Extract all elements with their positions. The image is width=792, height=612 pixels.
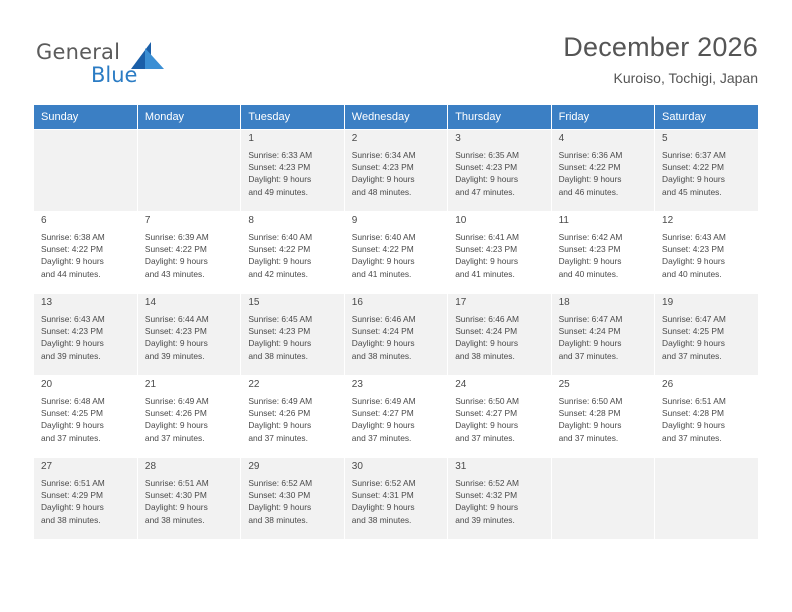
day-number: 5 [662, 133, 668, 144]
day-info-line: and 40 minutes. [662, 268, 722, 279]
calendar-day-cell[interactable] [344, 294, 447, 376]
day-info-line: Daylight: 9 hours [248, 338, 312, 349]
day-info-line: Sunrise: 6:43 AM [662, 232, 726, 242]
day-info-line: and 38 minutes. [351, 514, 412, 525]
day-info-line: Sunset: 4:28 PM [662, 408, 724, 419]
day-info-line: Sunset: 4:23 PM [248, 162, 311, 173]
day-info-line: Daylight: 9 hours [144, 420, 208, 431]
day-number: 14 [144, 297, 157, 308]
calendar-day-cell[interactable] [551, 376, 654, 458]
day-info-line: Sunset: 4:32 PM [455, 490, 518, 501]
day-info-line: Sunrise: 6:46 AM [351, 314, 416, 324]
day-info-line: Sunset: 4:27 PM [351, 408, 414, 419]
day-number: 16 [351, 297, 363, 308]
day-info-line: Sunrise: 6:51 AM [144, 478, 209, 488]
day-info-line: Sunrise: 6:49 AM [248, 396, 313, 406]
calendar-day-cell[interactable] [551, 212, 654, 294]
day-info-line: Sunrise: 6:37 AM [662, 150, 726, 160]
day-info-line: and 38 minutes. [248, 350, 308, 361]
day-info-line: and 37 minutes. [455, 432, 515, 443]
day-info-line: Daylight: 9 hours [455, 502, 519, 513]
day-info-line: Sunrise: 6:35 AM [455, 150, 519, 160]
day-info-line: Daylight: 9 hours [144, 338, 208, 349]
day-info-line: Daylight: 9 hours [248, 420, 312, 431]
day-info-line: Sunrise: 6:47 AM [558, 314, 623, 324]
calendar-day-cell[interactable] [448, 212, 551, 294]
day-number: 13 [41, 297, 53, 308]
day-info-line: and 40 minutes. [558, 268, 619, 279]
day-info-line: Sunset: 4:23 PM [248, 326, 311, 337]
day-number: 2 [351, 133, 358, 144]
day-number: 8 [248, 215, 254, 226]
day-number: 18 [558, 297, 570, 308]
calendar-day-cell[interactable] [137, 294, 240, 376]
day-info-line: Daylight: 9 hours [558, 420, 622, 431]
day-number: 15 [248, 297, 260, 308]
day-info-line: and 37 minutes. [351, 432, 412, 443]
day-info-line: Sunrise: 6:44 AM [144, 314, 209, 324]
day-info-line: Daylight: 9 hours [41, 338, 104, 349]
day-info-line: and 41 minutes. [455, 268, 515, 279]
day-number: 22 [248, 379, 260, 390]
day-info-line: Sunset: 4:22 PM [41, 244, 103, 255]
calendar-day-cell[interactable] [241, 212, 344, 294]
calendar-day-cell[interactable] [655, 294, 758, 376]
day-info-line: and 38 minutes. [144, 514, 205, 525]
day-number: 26 [662, 379, 674, 390]
day-info-line: Sunset: 4:23 PM [455, 162, 518, 173]
day-number: 4 [558, 133, 565, 144]
day-number: 19 [662, 297, 674, 308]
page-subtitle-location: Kuroiso, Tochigi, Japan [613, 70, 758, 86]
day-info-line: Sunrise: 6:40 AM [248, 232, 313, 242]
day-info-line: Daylight: 9 hours [455, 174, 519, 185]
day-info-line: and 38 minutes. [351, 350, 412, 361]
day-number: 20 [41, 379, 53, 390]
calendar-day-cell[interactable] [344, 130, 447, 212]
day-number: 21 [144, 379, 157, 390]
calendar-day-cell[interactable] [655, 212, 758, 294]
day-number: 7 [144, 215, 151, 226]
weekday-header-tuesday: Tuesday [241, 105, 344, 130]
weekday-header-sunday: Sunday [34, 105, 137, 130]
calendar-day-cell[interactable] [655, 130, 758, 212]
day-info-line: Sunrise: 6:47 AM [662, 314, 726, 324]
day-info-line: Daylight: 9 hours [455, 256, 519, 267]
day-number: 24 [455, 379, 467, 390]
day-info-line: Sunrise: 6:50 AM [558, 396, 623, 406]
day-info-line: Daylight: 9 hours [351, 338, 415, 349]
day-info-line: Sunset: 4:23 PM [455, 244, 518, 255]
calendar-cell-empty [655, 458, 758, 540]
day-info-line: Daylight: 9 hours [662, 256, 725, 267]
day-info-line: Daylight: 9 hours [351, 174, 415, 185]
day-info-line: Sunrise: 6:51 AM [662, 396, 726, 406]
day-info-line: Sunset: 4:30 PM [248, 490, 311, 501]
day-info-line: Sunrise: 6:39 AM [144, 232, 209, 242]
day-number: 29 [248, 461, 260, 472]
calendar-day-cell[interactable] [241, 294, 344, 376]
day-number: 27 [41, 461, 53, 472]
day-info-line: Sunrise: 6:42 AM [558, 232, 623, 242]
day-info-line: Sunrise: 6:52 AM [248, 478, 313, 488]
day-number: 11 [558, 215, 569, 226]
day-info-line: and 39 minutes. [144, 350, 205, 361]
weekday-header-thursday: Thursday [448, 105, 551, 130]
day-info-line: Sunset: 4:27 PM [455, 408, 518, 419]
day-info-line: Daylight: 9 hours [558, 174, 622, 185]
calendar-cell-empty [551, 458, 654, 540]
page-title: December 2026 [563, 32, 758, 62]
day-info-line: Sunrise: 6:38 AM [41, 232, 105, 242]
day-info-line: Sunset: 4:22 PM [351, 244, 414, 255]
day-info-line: and 48 minutes. [351, 186, 412, 197]
day-info-line: and 37 minutes. [248, 432, 308, 443]
day-info-line: and 37 minutes. [558, 350, 619, 361]
day-info-line: Sunset: 4:24 PM [558, 326, 621, 337]
day-info-line: Sunset: 4:28 PM [558, 408, 621, 419]
day-info-line: and 39 minutes. [455, 514, 515, 525]
day-info-line: Daylight: 9 hours [351, 256, 415, 267]
day-info-line: Sunrise: 6:52 AM [351, 478, 416, 488]
calendar-day-cell[interactable] [34, 458, 137, 540]
day-info-line: and 39 minutes. [41, 350, 101, 361]
day-info-line: Sunset: 4:24 PM [455, 326, 518, 337]
weekday-header-row [34, 105, 758, 130]
day-info-line: Sunrise: 6:49 AM [144, 396, 209, 406]
day-info-line: Daylight: 9 hours [558, 338, 622, 349]
day-info-line: and 47 minutes. [455, 186, 515, 197]
day-info-line: and 37 minutes. [662, 350, 722, 361]
day-info-line: and 38 minutes. [455, 350, 515, 361]
calendar-day-cell[interactable] [137, 212, 240, 294]
weekday-header-wednesday: Wednesday [344, 105, 447, 130]
calendar-day-cell[interactable] [448, 458, 551, 540]
day-info-line: Sunset: 4:23 PM [144, 326, 207, 337]
sunrise-sunset-calendar [34, 105, 758, 540]
day-info-line: Sunset: 4:22 PM [144, 244, 207, 255]
day-info-line: Daylight: 9 hours [248, 502, 312, 513]
day-info-line: Sunset: 4:22 PM [558, 162, 621, 173]
calendar-day-cell[interactable] [241, 458, 344, 540]
day-info-line: Daylight: 9 hours [558, 256, 622, 267]
day-info-line: Daylight: 9 hours [662, 420, 725, 431]
day-info-line: Sunrise: 6:34 AM [351, 150, 416, 160]
day-info-line: Sunrise: 6:48 AM [41, 396, 105, 406]
calendar-day-cell[interactable] [137, 376, 240, 458]
day-info-line: Sunset: 4:31 PM [351, 490, 414, 501]
calendar-body [34, 130, 758, 540]
calendar-day-cell[interactable] [241, 376, 344, 458]
day-info-line: and 49 minutes. [248, 186, 308, 197]
day-info-line: Sunset: 4:26 PM [144, 408, 207, 419]
day-info-line: Sunrise: 6:49 AM [351, 396, 416, 406]
day-info-line: and 38 minutes. [41, 514, 101, 525]
calendar-day-cell[interactable] [34, 212, 137, 294]
day-info-line: and 37 minutes. [558, 432, 619, 443]
day-number: 30 [351, 461, 363, 472]
day-info-line: Daylight: 9 hours [144, 502, 208, 513]
calendar-week-row [34, 130, 758, 212]
day-info-line: Sunrise: 6:45 AM [248, 314, 313, 324]
day-number: 1 [248, 133, 254, 144]
calendar-day-cell[interactable] [344, 458, 447, 540]
calendar-week-row [34, 212, 758, 294]
calendar-day-cell[interactable] [655, 376, 758, 458]
day-info-line: Sunset: 4:29 PM [41, 490, 103, 501]
day-info-line: Sunrise: 6:51 AM [41, 478, 105, 488]
calendar-day-cell[interactable] [344, 376, 447, 458]
day-info-line: and 38 minutes. [248, 514, 308, 525]
day-info-line: and 45 minutes. [662, 186, 722, 197]
weekday-header-saturday: Saturday [655, 105, 758, 130]
day-info-line: Sunset: 4:23 PM [558, 244, 621, 255]
day-info-line: and 44 minutes. [41, 268, 101, 279]
calendar-day-cell[interactable] [448, 294, 551, 376]
day-number: 9 [351, 215, 358, 226]
calendar-day-cell[interactable] [137, 458, 240, 540]
calendar-day-cell[interactable] [34, 294, 137, 376]
day-info-line: Daylight: 9 hours [248, 174, 312, 185]
weekday-header-friday: Friday [551, 105, 654, 130]
calendar-cell-empty [34, 130, 137, 212]
day-info-line: Daylight: 9 hours [144, 256, 208, 267]
calendar-week-row [34, 458, 758, 540]
day-info-line: Daylight: 9 hours [455, 338, 519, 349]
calendar-day-cell[interactable] [344, 212, 447, 294]
day-info-line: Sunrise: 6:33 AM [248, 150, 313, 160]
day-info-line: and 37 minutes. [144, 432, 205, 443]
day-number: 3 [455, 133, 461, 144]
day-info-line: Daylight: 9 hours [351, 502, 415, 513]
day-info-line: Daylight: 9 hours [351, 420, 415, 431]
calendar-week-row [34, 376, 758, 458]
day-info-line: Sunrise: 6:52 AM [455, 478, 519, 488]
day-info-line: Daylight: 9 hours [662, 174, 725, 185]
day-info-line: Sunset: 4:26 PM [248, 408, 311, 419]
day-info-line: Daylight: 9 hours [41, 420, 104, 431]
day-info-line: Sunset: 4:25 PM [662, 326, 724, 337]
day-info-line: Sunset: 4:23 PM [662, 244, 724, 255]
day-info-line: Sunset: 4:23 PM [41, 326, 103, 337]
day-info-line: Sunset: 4:24 PM [351, 326, 414, 337]
day-info-line: and 41 minutes. [351, 268, 412, 279]
day-number: 10 [455, 215, 467, 226]
day-info-line: and 37 minutes. [41, 432, 101, 443]
day-info-line: Sunset: 4:22 PM [662, 162, 724, 173]
day-info-line: Sunset: 4:22 PM [248, 244, 311, 255]
day-number: 17 [455, 297, 467, 308]
day-info-line: Sunset: 4:25 PM [41, 408, 103, 419]
calendar-day-cell[interactable] [551, 294, 654, 376]
calendar-day-cell[interactable] [448, 376, 551, 458]
day-info-line: Sunset: 4:30 PM [144, 490, 207, 501]
calendar-day-cell[interactable] [448, 130, 551, 212]
day-info-line: Daylight: 9 hours [662, 338, 725, 349]
general-blue-logo[interactable] [34, 30, 264, 88]
day-number: 25 [558, 379, 570, 390]
day-info-line: Daylight: 9 hours [248, 256, 312, 267]
calendar-cell-empty [137, 130, 240, 212]
day-info-line: Sunrise: 6:36 AM [558, 150, 623, 160]
day-info-line: Sunrise: 6:40 AM [351, 232, 416, 242]
logo-text-blue: Blue [91, 63, 138, 87]
calendar-day-cell[interactable] [551, 130, 654, 212]
day-info-line: and 43 minutes. [144, 268, 205, 279]
day-info-line: Sunrise: 6:41 AM [455, 232, 519, 242]
day-info-line: and 37 minutes. [662, 432, 722, 443]
calendar-day-cell[interactable] [241, 130, 344, 212]
day-info-line: Sunrise: 6:43 AM [41, 314, 105, 324]
day-info-line: Daylight: 9 hours [41, 256, 104, 267]
page-header [34, 30, 758, 92]
day-number: 6 [41, 215, 47, 226]
calendar-day-cell[interactable] [34, 376, 137, 458]
day-info-line: and 46 minutes. [558, 186, 619, 197]
day-number: 23 [351, 379, 363, 390]
day-number: 31 [455, 461, 467, 472]
day-info-line: Daylight: 9 hours [455, 420, 519, 431]
day-number: 12 [662, 215, 674, 226]
calendar-week-row [34, 294, 758, 376]
day-info-line: Daylight: 9 hours [41, 502, 104, 513]
title-block [563, 30, 758, 89]
logo-text-general: General [36, 40, 121, 64]
day-info-line: Sunrise: 6:50 AM [455, 396, 519, 406]
day-info-line: and 42 minutes. [248, 268, 308, 279]
day-number: 28 [144, 461, 157, 472]
day-info-line: Sunset: 4:23 PM [351, 162, 414, 173]
day-info-line: Sunrise: 6:46 AM [455, 314, 519, 324]
weekday-header-monday: Monday [137, 105, 240, 130]
